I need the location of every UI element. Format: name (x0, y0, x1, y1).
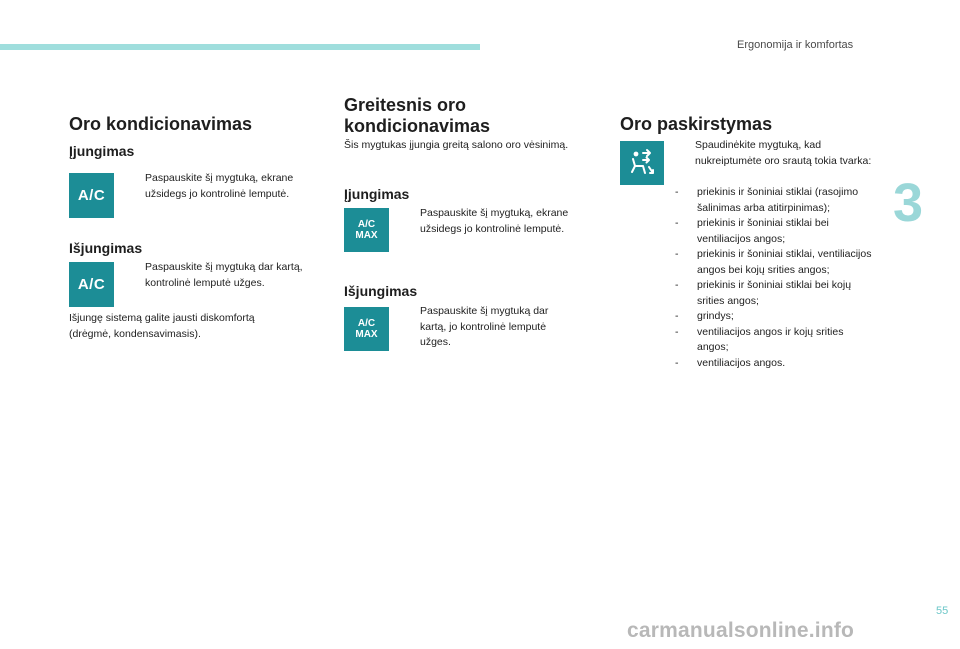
dash-marker: - (675, 279, 679, 291)
list-item-text: ventiliacijos angos ir kojų srities angos; (697, 325, 844, 353)
page-number: 55 (936, 605, 949, 617)
header-accent-bar (0, 44, 480, 50)
bullet-icon (125, 260, 145, 291)
ac-button-icon (69, 173, 114, 218)
dash-marker: - (675, 217, 679, 229)
ac-button-icon (69, 262, 114, 307)
ac-button-label: A/C (77, 187, 106, 204)
dash-marker: - (675, 186, 679, 198)
col2-title-line2: kondicionavimas (344, 116, 491, 136)
list-item-text: ventiliacijos angos. (697, 356, 786, 369)
col2-title (344, 95, 490, 137)
ac-button-label: A/C (77, 276, 106, 293)
col3-intro-instruction (675, 138, 875, 169)
col2-on-heading: Įjungimas (344, 186, 410, 202)
col2-title-line1: Greitesnis oro (344, 95, 467, 115)
col1-note: Išjungę sistemą galite jausti diskomfortą (drėgmė, kondensavimasis). (69, 312, 255, 340)
bullet-icon (400, 206, 420, 237)
col3-title: Oro paskirstymas (620, 114, 773, 134)
col2-off-heading: Išjungimas (344, 283, 418, 299)
list-item (675, 325, 875, 356)
ac-max-label-bottom: MAX (355, 329, 378, 340)
col1-on-heading: Įjungimas (69, 143, 135, 159)
ac-max-label-bottom: MAX (355, 230, 378, 241)
ac-max-button-icon (344, 208, 389, 252)
bullet-icon (400, 304, 420, 351)
col3-intro: Spaudinėkite mygtuką, kad nukreiptumėte oro srautą tokia tvarka: (695, 139, 872, 167)
list-item (675, 216, 875, 247)
ac-max-label-top: A/C (357, 318, 376, 329)
list-item-text: priekinis ir šoniniai stiklai, ventiliacijos angos bei kojų srities angos; (697, 248, 872, 276)
col1-off-heading: Išjungimas (69, 240, 143, 256)
list-item-text: priekinis ir šoniniai stiklai (rasojimo šalinimas arba atitirpinimas); (697, 186, 859, 214)
dash-marker: - (675, 310, 679, 322)
list-item (675, 247, 875, 278)
list-item (675, 309, 875, 325)
list-item (675, 356, 875, 372)
air-distribution-list (675, 185, 875, 371)
col2-on-text: Paspauskite šį mygtuką, ekrane užsidegs jo kontrolinė lemputė. (420, 207, 569, 235)
air-distribution-button-icon (620, 141, 664, 185)
air-distribution-icon (626, 147, 658, 179)
col2-off-instruction (400, 304, 570, 351)
section-title: Ergonomija ir komfortas (737, 39, 854, 51)
col1-on-text: Paspauskite šį mygtuką, ekrane užsidegs jo kontrolinė lemputė. (145, 172, 294, 200)
bullet-icon (125, 171, 145, 202)
bullet-icon (675, 138, 695, 169)
list-item-text: priekinis ir šoniniai stiklai bei kojų srities angos; (697, 279, 852, 307)
col2-intro: Šis mygtukas įjungia greitą salono oro vėsinimą. (344, 139, 569, 151)
ac-max-button-icon (344, 307, 389, 351)
col2-off-text: Paspauskite šį mygtuką dar kartą, jo kontrolinė lemputė užges. (420, 305, 549, 348)
chapter-number: 3 (893, 173, 924, 233)
ac-max-label-top: A/C (357, 219, 376, 230)
list-item-text: priekinis ir šoniniai stiklai bei ventiliacijos angos; (697, 217, 829, 245)
dash-marker: - (675, 248, 679, 260)
col1-off-text: Paspauskite šį mygtuką dar kartą, kontrolinė lemputė užges. (145, 261, 303, 289)
col2-on-instruction (400, 206, 595, 237)
dash-marker: - (675, 325, 679, 338)
list-item-text: grindys; (697, 310, 734, 322)
col1-on-instruction (125, 171, 320, 202)
watermark: carmanualsonline.info (627, 619, 855, 642)
col1-off-instruction (125, 260, 320, 291)
dash-marker: - (675, 356, 679, 369)
list-item (675, 278, 875, 309)
list-item (675, 185, 875, 216)
col1-title: Oro kondicionavimas (69, 114, 253, 134)
